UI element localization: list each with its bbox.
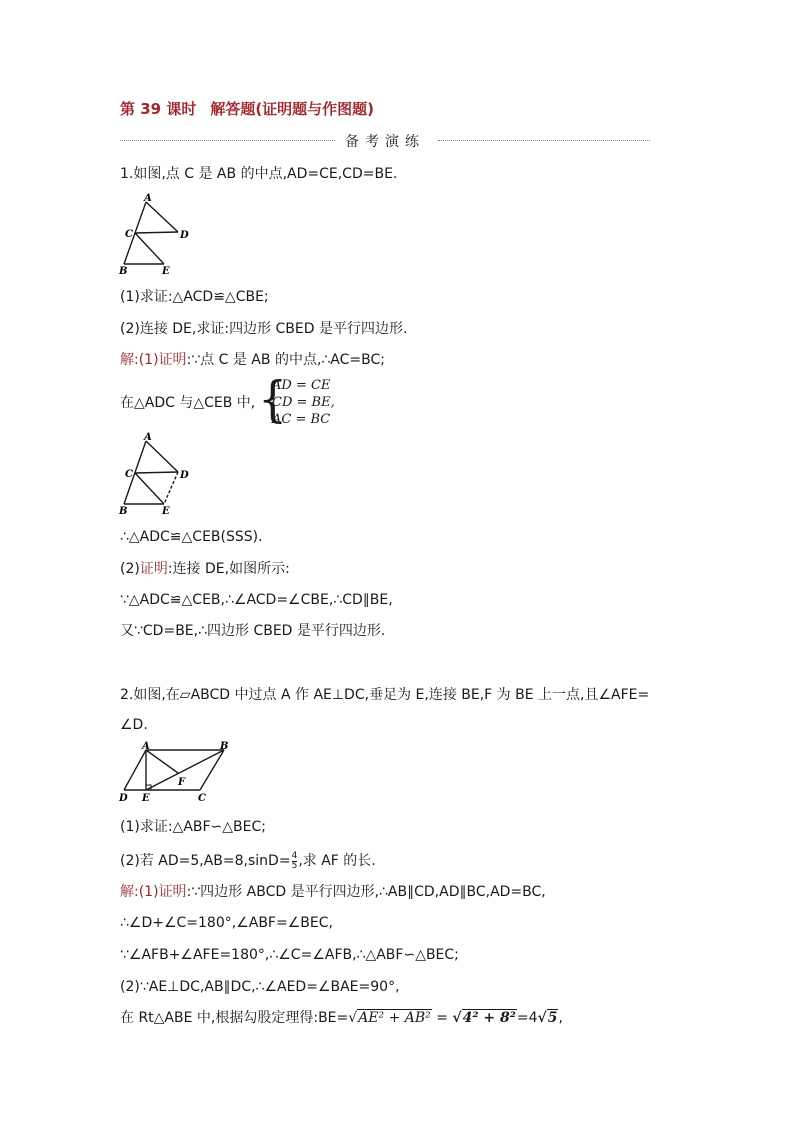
q1-solution2-line2: ∵△ADC≌△CEB,∴∠ACD=∠CBE,∴CD∥BE,: [120, 592, 393, 608]
fraction-denominator: 5: [291, 860, 298, 871]
divider-right-line: [438, 140, 650, 141]
q1-solution-line2: 在△ADC 与△CEB 中,: [120, 395, 256, 411]
system-eq2: CD = BE,: [272, 395, 335, 410]
segment-ad: [146, 202, 178, 232]
lesson-number: 第 39 课时: [120, 100, 197, 118]
label-d: D: [119, 793, 128, 804]
label-d: D: [180, 230, 189, 241]
q1-proof-word: 证明: [158, 352, 187, 368]
q1-solution2-text: :连接 DE,如图所示:: [167, 561, 290, 577]
q1-solution-line1-text: :∵点 C 是 AB 的中点,∴AC=BC;: [186, 352, 385, 368]
q2-solution-prefix: 解:(1): [120, 884, 159, 900]
q2-solution-line1-text: :∵四边形 ABCD 是平行四边形,∴AB∥CD,AD∥BC,AD=BC,: [186, 884, 546, 900]
label-e: E: [142, 793, 150, 804]
segment-da: [124, 750, 146, 790]
q2-solution-line1: [120, 883, 546, 901]
segment-cd: [135, 472, 178, 473]
q2-solution-line5-text: 在 Rt△ABE 中,根据勾股定理得:BE=: [120, 1010, 349, 1026]
fraction-numerator: 4: [291, 850, 298, 861]
q2-stem-line1: 2.如图,在▱ABCD 中过点 A 作 AE⊥DC,垂足为 E,连接 BE,F 为 BE 上一点,且∠AFE=: [120, 687, 650, 703]
label-c: C: [125, 469, 133, 480]
label-a: A: [142, 741, 150, 752]
q1-solution2-prefix: (2): [120, 561, 140, 577]
label-e: E: [162, 506, 170, 517]
line-end-comma: ,: [558, 1010, 563, 1026]
q1-part1: (1)求证:△ACD≌△CBE;: [120, 289, 269, 305]
system-eq3: AC = BC: [272, 412, 331, 427]
q1-proof-word-2: 证明: [139, 561, 168, 577]
sqrt-symbol-3: √: [537, 1010, 547, 1026]
segment-ce: [135, 233, 164, 264]
result-text: =4: [516, 1010, 538, 1026]
q2-part2-text-a: (2)若 AD=5,AB=8,sinD=: [120, 853, 291, 869]
fraction-four-fifths: [292, 852, 298, 871]
sqrt-symbol-2: √: [452, 1010, 462, 1026]
system-brace: {: [258, 370, 288, 428]
label-a: A: [144, 193, 152, 204]
q1-solution2-line3: 又∵CD=BE,∴四边形 CBED 是平行四边形.: [120, 623, 386, 639]
label-e: E: [162, 266, 170, 276]
section-divider: [120, 131, 650, 151]
label-f: F: [178, 777, 186, 788]
q2-stem-line2: ∠D.: [120, 717, 148, 733]
label-d: D: [180, 470, 189, 481]
label-a: A: [144, 432, 152, 443]
section-label: 备考演练: [345, 134, 425, 150]
q1-part2: (2)连接 DE,求证:四边形 CBED 是平行四边形.: [120, 321, 408, 337]
page-title: [120, 98, 374, 119]
q1-solution-line1: [120, 351, 385, 369]
segment-cd: [135, 232, 178, 233]
segment-ce: [135, 473, 164, 504]
q1-figure-2: [116, 431, 202, 517]
q2-part1: (1)求证:△ABF∽△BEC;: [120, 819, 266, 835]
lesson-topic: 解答题(证明题与作图题): [210, 100, 375, 118]
segment-af: [146, 750, 178, 773]
sqrt-four-eight: 4² + 8²: [462, 1010, 516, 1026]
q1-solution-prefix: 解:(1): [120, 352, 159, 368]
q2-solution-line4: (2)∵AE⊥DC,AB∥DC,∴∠AED=∠BAE=90°,: [120, 979, 400, 995]
equals-sign: =: [431, 1010, 453, 1026]
sqrt-ae-ab: AE² + AB²: [358, 1010, 431, 1026]
sqrt-symbol-1: √: [348, 1010, 358, 1026]
label-c: C: [125, 229, 133, 240]
label-b: B: [119, 266, 128, 276]
q2-part2: [120, 850, 376, 872]
q2-solution-line3: ∵∠AFB+∠AFE=180°,∴∠C=∠AFB,∴△ABF∽△BEC;: [120, 947, 459, 963]
divider-left-line: [120, 140, 335, 141]
q2-part2-text-b: ,求 AF 的长.: [298, 853, 376, 869]
segment-ad: [146, 441, 178, 472]
sqrt-five: 5: [547, 1010, 558, 1026]
q2-proof-word: 证明: [158, 884, 187, 900]
label-b: B: [119, 506, 128, 517]
q2-figure: [116, 738, 236, 808]
segment-de-dashed: [164, 472, 178, 504]
q1-stem: 1.如图,点 C 是 AB 的中点,AD=CE,CD=BE.: [120, 166, 398, 182]
system-eq1: AD = CE: [272, 378, 331, 393]
q1-solution2-line1: [120, 560, 290, 578]
q1-figure-1: [116, 192, 196, 276]
q2-solution-line5: [120, 1009, 563, 1027]
label-c: C: [198, 793, 206, 804]
label-b: B: [220, 741, 229, 752]
q1-solution-line3: ∴△ADC≌△CEB(SSS).: [120, 529, 263, 545]
q2-solution-line2: ∴∠D+∠C=180°,∠ABF=∠BEC,: [120, 915, 333, 931]
